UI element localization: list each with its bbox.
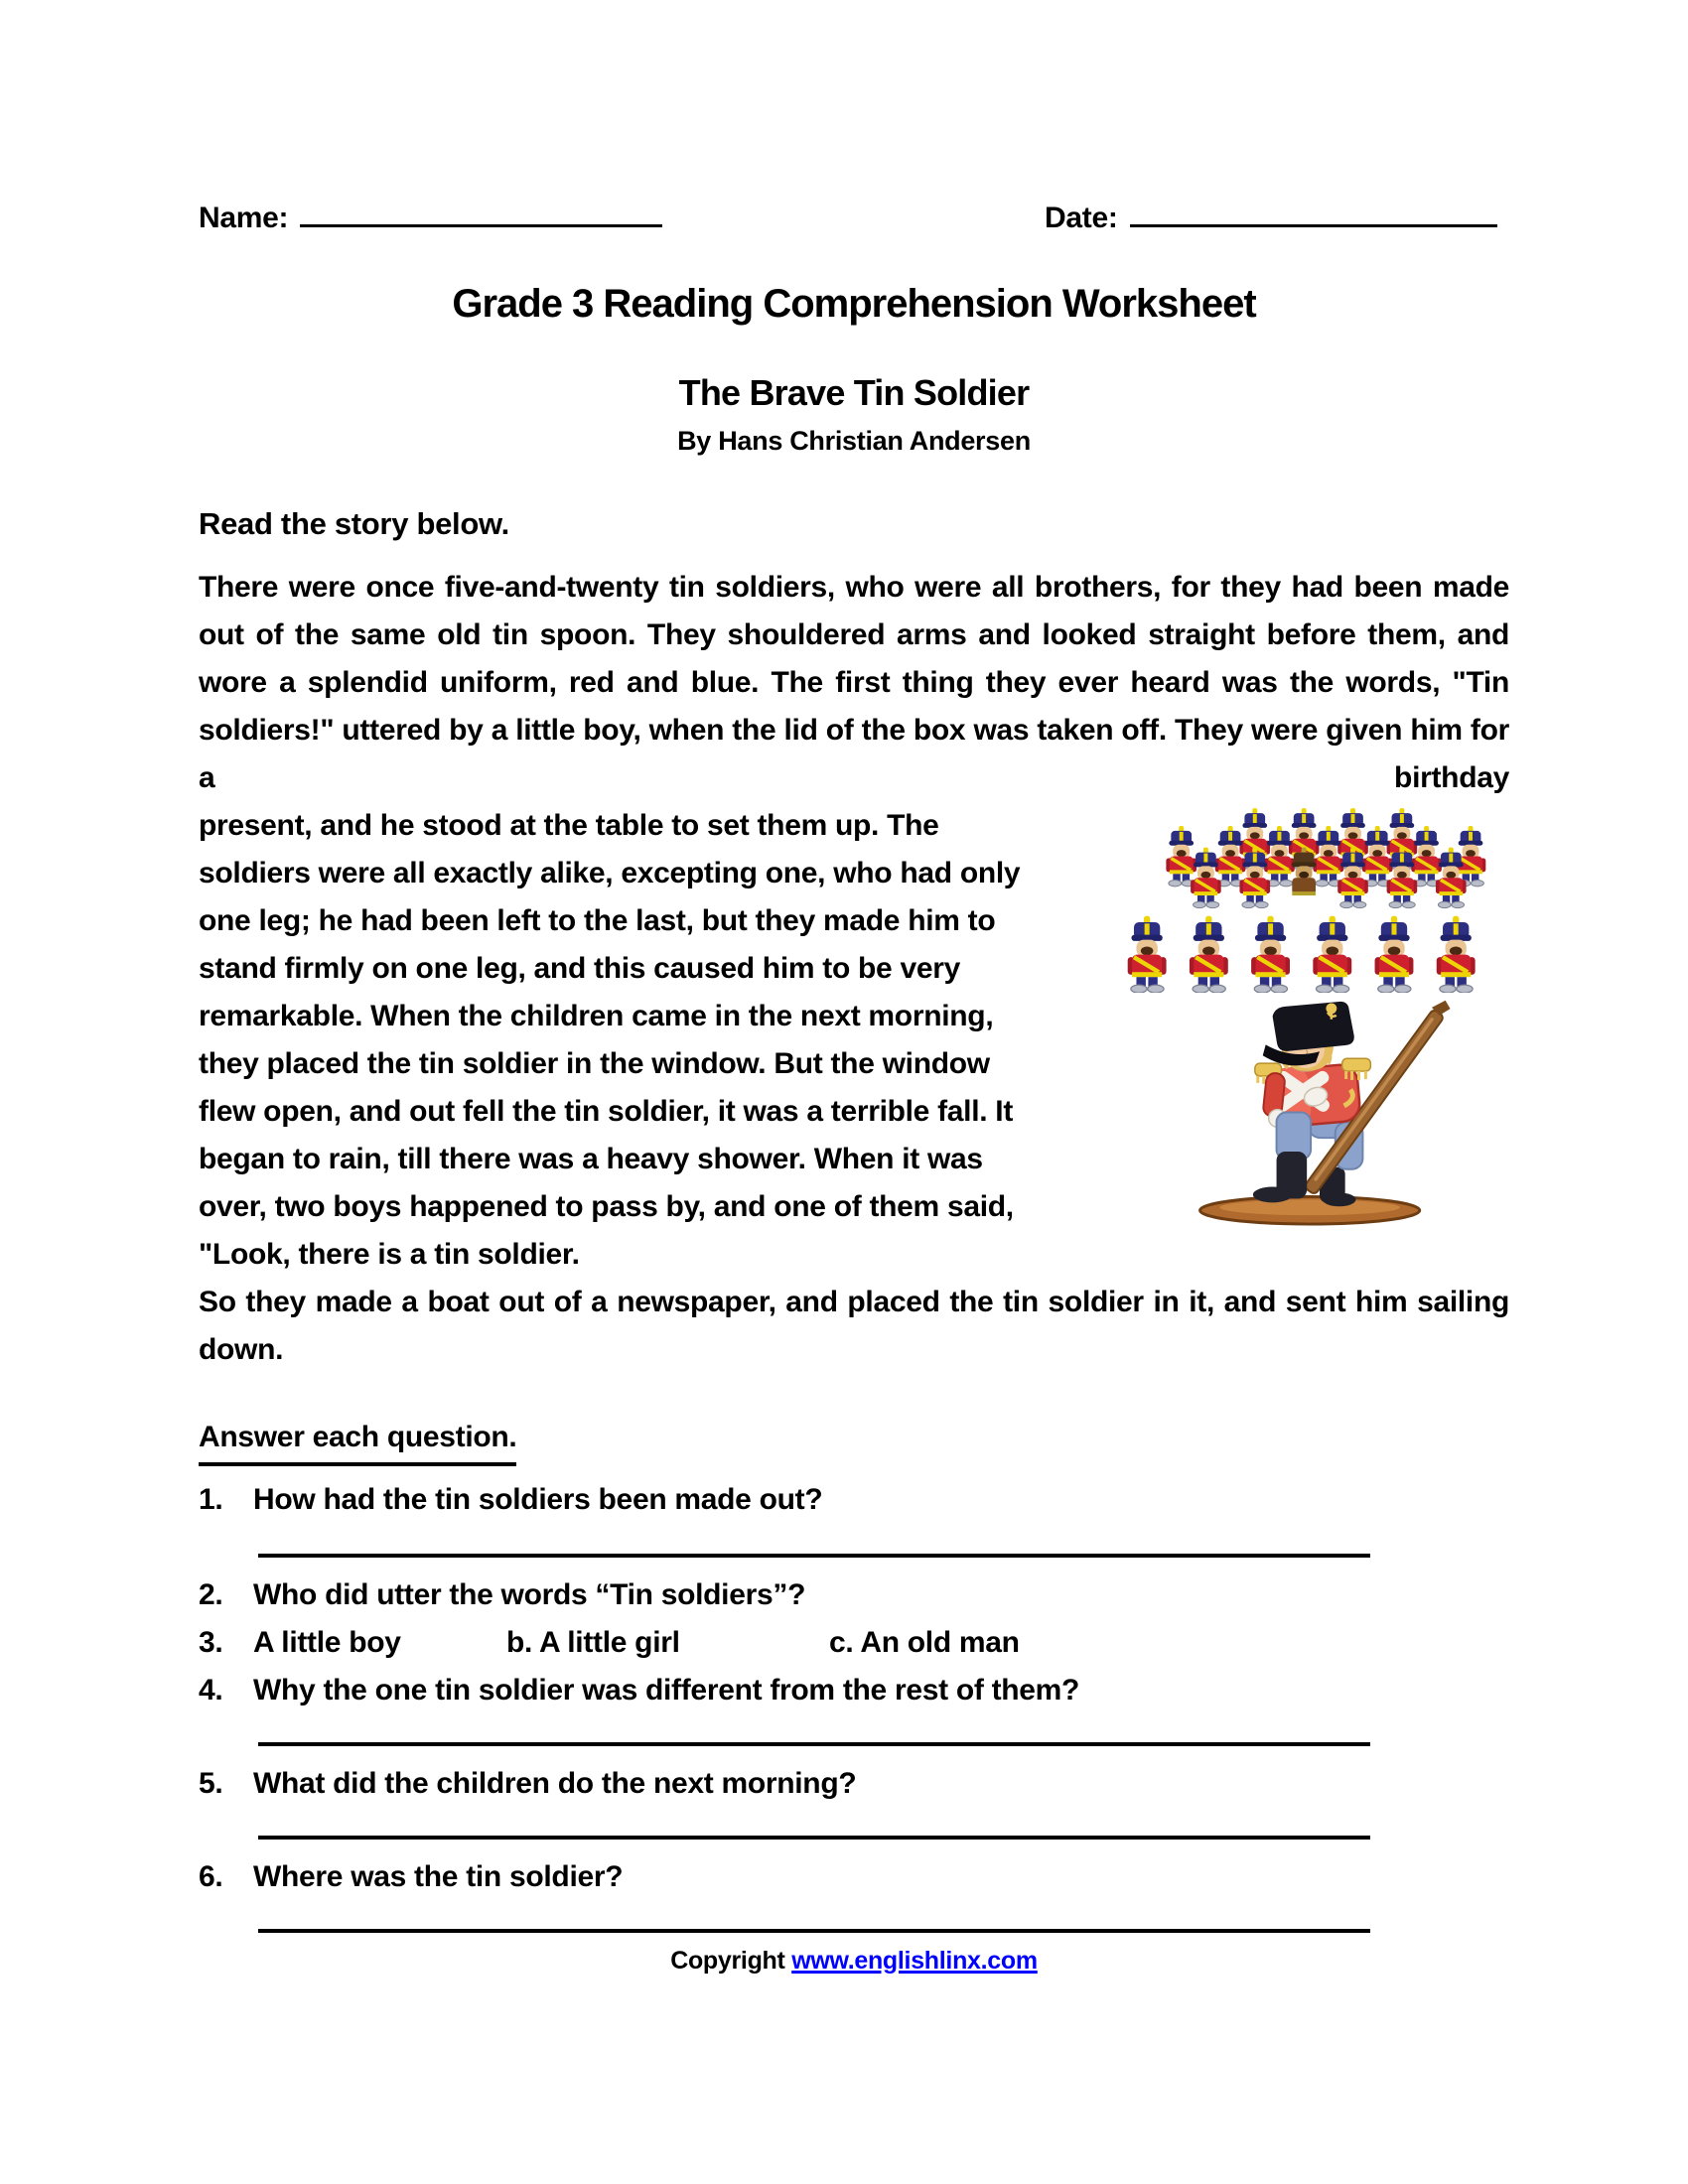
story-paragraph-2-text: present, and he stood at the table to set them up. The soldiers were all exactly alike, excepting one, who had only one leg; he had been left to the last, but they made him to stand firmly on one leg, and this caused him to be very remarkable. When the children came in the next morning, they placed the tin soldier in the window. But the window flew open, and out fell the tin soldier, it was a terrible fall. It began to rain, till there was a heavy shower. When it was over, two boys happened to pass by, and one of them said, "Look, there is a tin soldier. xyxy=(199,809,1021,1271)
question-text: How had the tin soldiers been made out? xyxy=(253,1483,823,1516)
questions-section xyxy=(199,1414,1509,1933)
copyright-link[interactable]: www.englishlinx.com xyxy=(791,1947,1038,1975)
story-byline: By Hans Christian Andersen xyxy=(677,426,1031,456)
answer-line-4[interactable] xyxy=(258,1929,1370,1933)
question-number: 5. xyxy=(199,1767,223,1800)
question-1 xyxy=(199,1476,1509,1524)
copyright-label: Copyright xyxy=(670,1947,785,1975)
question-text: Who did utter the words “Tin soldiers”? xyxy=(253,1578,806,1611)
date-blank-line[interactable] xyxy=(1130,195,1497,227)
question-text: What did the children do the next morning? xyxy=(253,1767,857,1800)
question-4 xyxy=(199,1667,1509,1714)
answer-line-3[interactable] xyxy=(258,1836,1370,1840)
copyright-footer xyxy=(199,1947,1509,1976)
question-text: Where was the tin soldier? xyxy=(253,1860,624,1893)
date-field-group xyxy=(1045,195,1497,235)
story-paragraph-2 xyxy=(199,802,1509,1279)
story-paragraph-3: So they made a boat out of a newspaper, and placed the tin soldier in it, and sent him sailing down. xyxy=(199,1286,1509,1366)
option-c[interactable]: c. An old man xyxy=(829,1626,1020,1659)
question-3-options xyxy=(199,1619,1509,1667)
story-title: The Brave Tin Soldier xyxy=(678,372,1030,413)
answer-line-1[interactable] xyxy=(258,1554,1370,1558)
question-2 xyxy=(199,1571,1509,1619)
option-b[interactable]: b. A little girl xyxy=(506,1626,680,1659)
questions-heading: Answer each question. xyxy=(199,1414,1509,1466)
story-text xyxy=(199,564,1509,1374)
worksheet-content xyxy=(199,0,1509,1976)
date-label: Date: xyxy=(1045,202,1118,234)
read-instruction: Read the story below. xyxy=(199,506,509,541)
header-row xyxy=(199,195,1509,246)
question-number: 2. xyxy=(199,1578,223,1611)
question-number: 6. xyxy=(199,1860,223,1893)
option-a[interactable]: A little boy xyxy=(253,1626,401,1659)
story-illustrations xyxy=(1043,802,1509,1279)
name-label: Name: xyxy=(199,202,289,234)
question-number: 4. xyxy=(199,1674,223,1706)
page-title: Grade 3 Reading Comprehension Worksheet xyxy=(452,282,1256,326)
answer-line-2[interactable] xyxy=(258,1742,1370,1746)
tin-soldiers-group-image xyxy=(1119,806,1511,993)
question-6 xyxy=(199,1853,1509,1901)
question-text: Why the one tin soldier was different from the rest of them? xyxy=(253,1674,1080,1706)
name-field-group xyxy=(199,195,662,235)
question-number: 1. xyxy=(199,1483,223,1516)
question-number: 3. xyxy=(199,1626,223,1659)
tin-soldier-with-rifle-image xyxy=(1182,999,1458,1229)
question-5 xyxy=(199,1760,1509,1808)
question-options xyxy=(253,1619,1509,1667)
name-blank-line[interactable] xyxy=(300,195,662,227)
story-paragraph-1: There were once five-and-twenty tin soldiers, who were all brothers, for they had been made out of the same old tin spoon. They shouldered arms and looked straight before them, and wore a splendid uniform, red and blue. The first thing they ever heard was the words, "Tin soldiers!" uttered by a little boy, when the lid of the box was taken off. They were given him for a birthday xyxy=(199,571,1509,794)
